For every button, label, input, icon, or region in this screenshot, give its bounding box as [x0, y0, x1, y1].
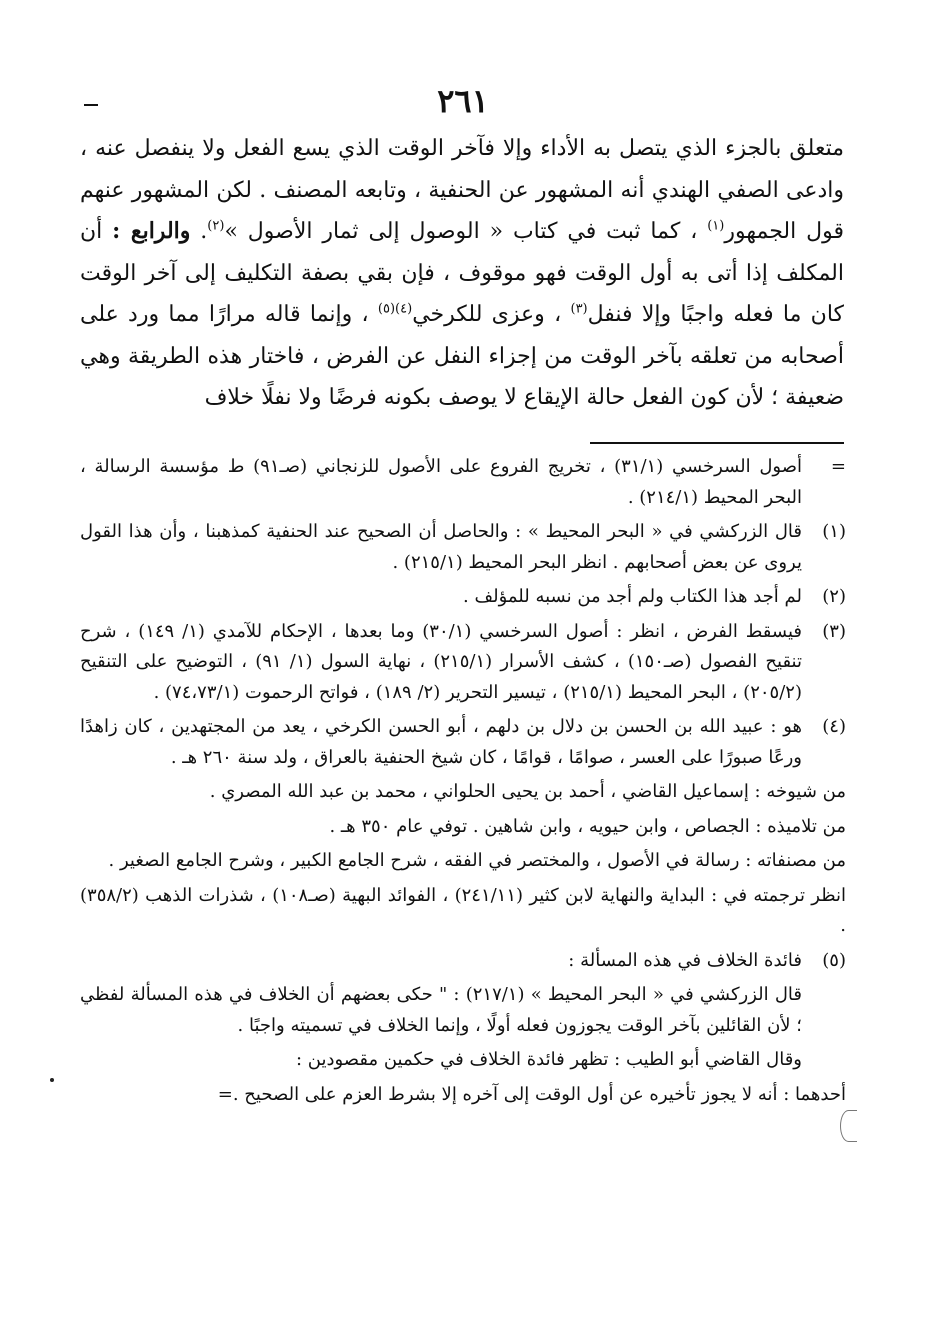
footnote-continuation	[80, 452, 846, 513]
stray-ink-dot	[50, 1078, 54, 1082]
footnote-3	[80, 617, 846, 709]
footnote-mark: (٥)	[822, 949, 846, 971]
footnote-1	[80, 517, 846, 578]
footnote-text: قال الزركشي في « البحر المحيط » : والحاصل أن الصحيح عند الحنفية كمذهبنا ، وأن هذا القول يروى عن بعض أصحابهم . انظر البحر المحيط (٢١٥/١) .	[80, 521, 802, 573]
top-left-dash	[84, 104, 98, 106]
main-text-part-4: أن المكلف إذا أتى به أول الوقت فهو موقوف ، فإن بقي بصفة التكليف إلى آخر الوقت كان ما فعله واجبًا وإلا فنفل	[80, 219, 844, 327]
footnote-5	[80, 946, 846, 977]
main-text-part-3: .	[190, 219, 208, 244]
footnote-divider	[590, 442, 844, 444]
footnote-5-first-ruling: أحدهما : أنه لا يجوز تأخيره عن أول الوقت إلى آخره إلا بشرط العزم على الصحيح .=	[217, 1083, 846, 1105]
main-text-part-6: ، وإنما قاله مرارًا مما ورد على أصحابه من تعلقه بآخر الوقت من إجزاء النفل عن الفرض ، فاختار هذه الطريقة وهي ضعيفة ؛ لأن كون الفعل حالة الإيقاع لا يوصف بكونه فرضًا ولا نفلًا خلاف	[80, 302, 844, 410]
footnote-text: أصول السرخسي (٣١/١) ، تخريج الفروع على الأصول للزنجاني (صـ٩١) ط مؤسسة الرسالة ، البحر المحيط (٢١٤/١) .	[80, 456, 802, 508]
main-text	[80, 128, 844, 419]
section-heading-fourth: والرابع :	[112, 218, 191, 244]
footnote-4-biography: انظر ترجمته في : البداية والنهاية لابن كثير (٢٤١/١١) ، الفوائد البهية (صـ١٠٨) ، شذرات الذهب (٣٥٨/٢) .	[80, 884, 847, 936]
main-paragraph	[80, 128, 844, 419]
footnote-4-works: من مصنفاته : رسالة في الأصول ، والمختصر في الفقه ، شرح الجامع الكبير ، وشرح الجامع الصغير .	[108, 850, 846, 871]
footnote-ref-3[interactable]: (٣)	[570, 301, 588, 317]
main-text-part-1: متعلق بالجزء الذي يتصل به الأداء وإلا فآخر الوقت الذي يسع الفعل ولا ينفصل عنه ، وادعى الصفي الهندي أنه المشهور عن الحنفية ، وتابعه المصنف . لكن المشهور عنهم قول الجمهور	[80, 136, 844, 244]
page-number: ٢٦١	[437, 82, 489, 120]
main-text-part-5: ، وعزى للكرخي	[412, 302, 562, 327]
footnote-text: فائدة الخلاف في هذه المسألة :	[568, 949, 802, 971]
footnote-mark: (١)	[822, 521, 846, 542]
pencil-bracket-mark	[840, 1110, 857, 1142]
footnote-4	[80, 712, 846, 773]
footnote-2	[80, 582, 846, 613]
footnote-4-teachers: من شيوخه : إسماعيل القاضي ، أحمد بن يحيى الحلواني ، محمد بن عبد الله المصري .	[209, 781, 846, 802]
footnote-ref-4-5[interactable]: (٤)(٥)	[377, 301, 413, 317]
footnote-mark: (٣)	[822, 620, 846, 642]
footnote-text: هو : عبيد الله بن الحسن بن دلال بن دلهم ، أبو الحسن الكرخي ، يعد من المجتهدين ، كان زاهدًا ورعًا صبورًا على العسر ، صوامًا ، قوامًا ، كان شيخ الحنفية بالعراق ، ولد سنة ٢٦٠ هـ .	[80, 716, 802, 768]
footnote-5-qadi: وقال القاضي أبو الطيب : تظهر فائدة الخلاف في حكمين مقصودين :	[295, 1049, 802, 1070]
footnotes	[80, 452, 846, 1114]
footnote-mark: =	[830, 456, 846, 477]
footnote-5-zarkashi: قال الزركشي في « البحر المحيط » (٢١٧/١) : " حكى بعضهم أن الخلاف في هذه المسألة لفظي ؛ لأن القائلين بآخر الوقت يجوزون فعله أولًا ، وإنما الخلاف في تسميته واجبًا .	[80, 984, 802, 1036]
footnote-ref-2[interactable]: (٢)	[207, 218, 225, 234]
main-text-part-2: ، كما ثبت في كتاب « الوصول إلى ثمار الأصول »	[224, 219, 698, 244]
footnote-text: فيسقط الفرض ، انظر : أصول السرخسي (٣٠/١) وما بعدها ، الإحكام للآمدي (١/ ١٤٩) ، شرح تنقيح الفصول (صـ١٥٠) ، كشف الأسرار (٢١٥/١) ، نهاية السول (١/ ٩١) ، التوضيح على التنقيح (٢٠٥/٢) ، البحر المحيط (٢١٥/١) ، تيسير التحرير (٢/ ١٨٩) ، فواتح الرحموت (٧٤،٧٣/١) .	[80, 620, 802, 703]
footnote-4-students: من تلاميذه : الجصاص ، وابن حيويه ، وابن شاهين . توفي عام ٣٥٠ هـ .	[329, 815, 846, 837]
footnote-mark: (٢)	[822, 586, 846, 607]
footnote-ref-1[interactable]: (١)	[707, 218, 725, 234]
footnote-text: لم أجد هذا الكتاب ولم أجد من نسبه للمؤلف .	[463, 586, 802, 607]
footnote-mark: (٤)	[822, 716, 846, 737]
